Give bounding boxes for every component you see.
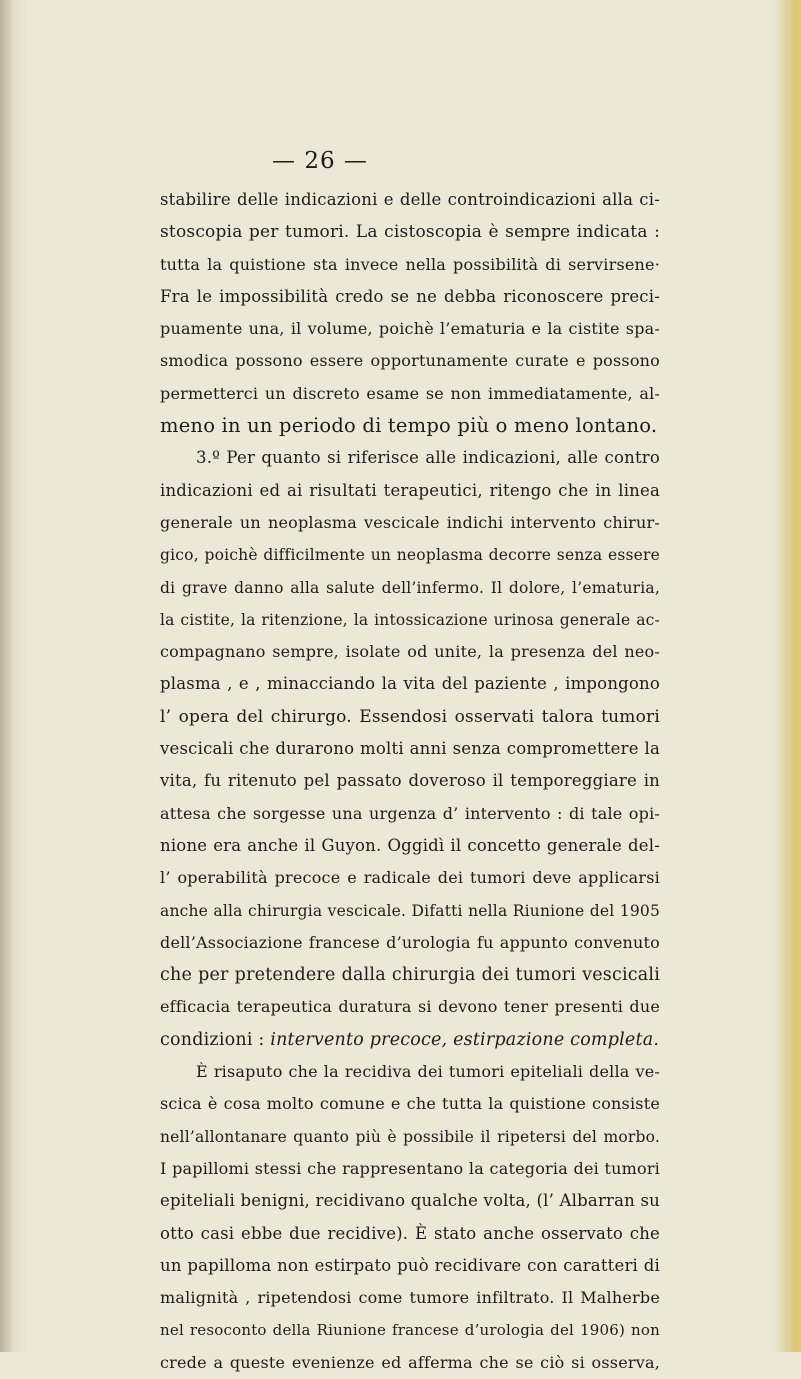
- text-line: l’ opera del chirurgo. Essendosi osservati talora tumori: [160, 706, 660, 727]
- text-line: anche alla chirurgia vescicale. Difatti nella Riunione del 1905: [160, 901, 660, 920]
- text-line: un papilloma non estirpato può recidivare con caratteri di: [160, 1255, 660, 1275]
- text-line: 3.º Per quanto si riferisce alle indicazioni, alle contro: [196, 448, 660, 468]
- page-edge-discoloration: [775, 0, 801, 1352]
- text-line: nel resoconto della Riunione francese d’urologia del 1906) non: [160, 1321, 660, 1340]
- text-line: Fra le impossibilità credo se ne debba riconoscere preci-: [160, 286, 660, 306]
- text-line: plasma , e , minacciando la vita del paziente , impongono: [160, 674, 660, 694]
- body-text: [160, 184, 660, 1379]
- page-number: — 26 —: [272, 148, 368, 174]
- text-line: compagnano sempre, isolate od unite, la presenza del neo-: [160, 642, 660, 662]
- conditions-label: condizioni :: [160, 1029, 265, 1050]
- text-line: tutta la quistione sta invece nella possibilità di servirsene·: [160, 254, 660, 274]
- text-line: nell’allontanare quanto più è possibile il ripetersi del morbo.: [160, 1127, 660, 1146]
- text-line: nione era anche il Guyon. Oggidì il concetto generale del-: [160, 835, 660, 855]
- text-line: scica è cosa molto comune e che tutta la quistione consiste: [160, 1094, 660, 1114]
- text-line: efficacia terapeutica duratura si devono tener presenti due: [160, 997, 660, 1017]
- text-line: meno in un periodo di tempo più o meno lontano.: [160, 414, 658, 438]
- text-line: vita, fu ritenuto pel passato doveroso il temporeggiare in: [160, 771, 660, 791]
- text-line: indicazioni ed ai risultati terapeutici, ritengo che in linea: [160, 480, 660, 500]
- text-line: I papillomi stessi che rappresentano la categoria dei tumori: [160, 1158, 660, 1178]
- text-line: la cistite, la ritenzione, la intossicazione urinosa generale ac-: [160, 610, 660, 629]
- text-line: di grave danno alla salute dell’infermo. Il dolore, l’ematuria,: [160, 578, 660, 597]
- text-line: vescicali che durarono molti anni senza compromettere la: [160, 739, 660, 759]
- text-line: È risaputo che la recidiva dei tumori epiteliali della ve-: [196, 1062, 660, 1082]
- text-line: smodica possono essere opportunamente curate e possono: [160, 351, 660, 371]
- page-gutter-shadow: [0, 0, 14, 1352]
- text-line: dell’Associazione francese d’urologia fu appunto convenuto: [160, 932, 660, 952]
- text-line: epiteliali benigni, recidivano qualche volta, (l’ Albarran su: [160, 1191, 660, 1211]
- text-line: generale un neoplasma vescicale indichi intervento chirur-: [160, 512, 660, 532]
- text-line: gico, poichè difficilmente un neoplasma decorre senza essere: [160, 546, 660, 565]
- italic-phrase: intervento precoce, estirpazione completa.: [270, 1029, 660, 1050]
- text-line: puamente una, il volume, poichè l’ematuria e la cistite spa-: [160, 319, 660, 339]
- text-line: stabilire delle indicazioni e delle controindicazioni alla ci-: [160, 190, 660, 209]
- text-line: attesa che sorgesse una urgenza d’ intervento : di tale opi-: [160, 803, 660, 823]
- text-line-conditions: [160, 1024, 660, 1056]
- text-line: permetterci un discreto esame se non immediatamente, al-: [160, 383, 660, 403]
- text-line: otto casi ebbe due recidive). È stato anche osservato che: [160, 1223, 660, 1243]
- text-line: l’ operabilità precoce e radicale dei tumori deve applicarsi: [160, 868, 660, 888]
- text-line: crede a queste evenienze ed afferma che se ciò si osserva,: [160, 1352, 660, 1372]
- text-line: che per pretendere dalla chirurgia dei tumori vescicali: [160, 965, 660, 986]
- text-line: stoscopia per tumori. La cistoscopia è sempre indicata :: [160, 222, 660, 243]
- text-line: malignità , ripetendosi come tumore infiltrato. Il Malherbe: [160, 1288, 660, 1308]
